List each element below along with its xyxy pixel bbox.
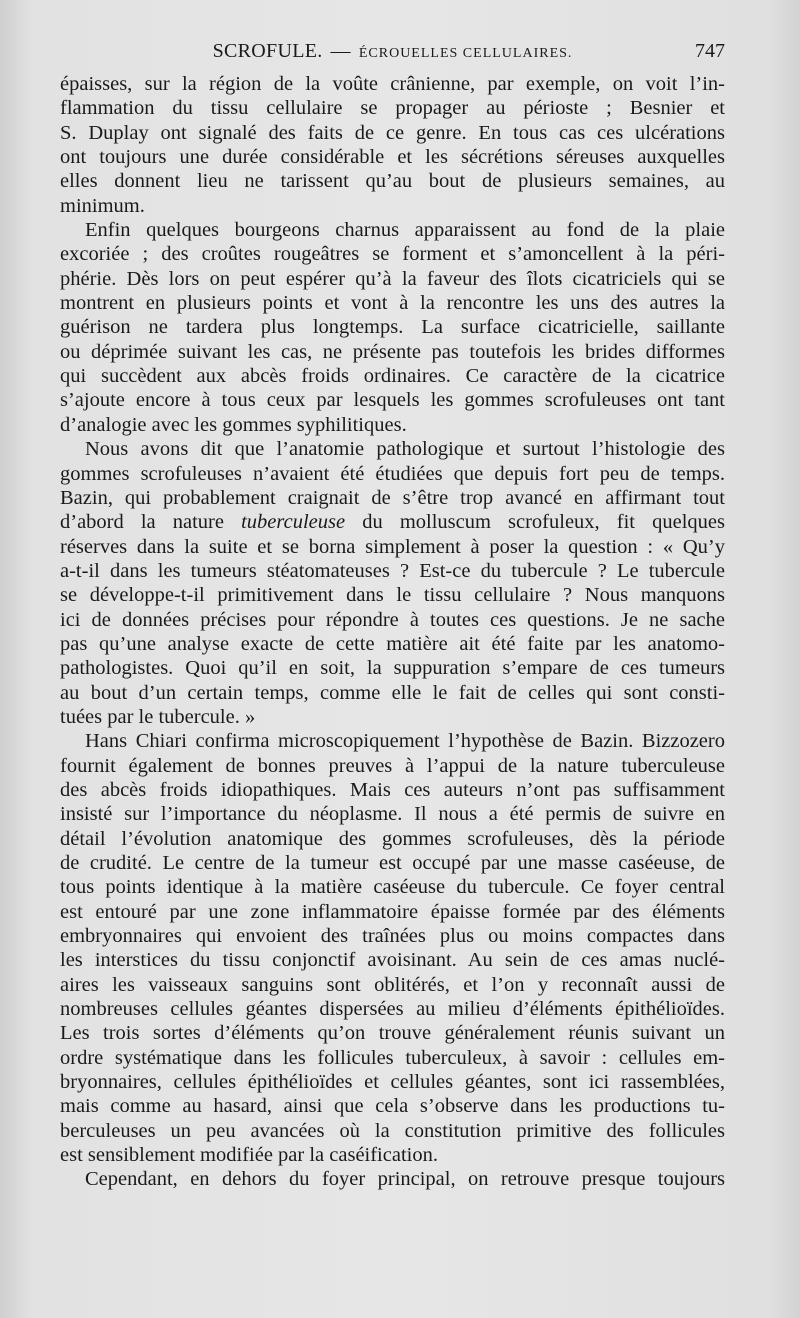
- text-line-content: s’ajoute encore à tous ceux par lesquels les gommes scrofuleuses ont tant: [60, 389, 725, 412]
- text-line-content: excoriée ; des croûtes rougeâtres se forment et s’amoncellent à la péri-: [60, 243, 725, 266]
- text-line-content: aires les vaisseaux sanguins sont oblitérés, et l’on y reconnaît aussi de: [60, 973, 725, 996]
- text-line: [60, 1167, 725, 1191]
- text-line-content: épaisses, sur la région de la voûte crânienne, par exemple, on voit l’in-: [60, 73, 725, 95]
- text-line-content: insisté sur l’importance du néoplasme. Il nous a été permis de suivre en: [60, 803, 725, 826]
- text-line: [60, 1070, 725, 1094]
- text-line-content: Bazin, qui probablement craignait de s’être trop avancé en affirmant tout: [60, 486, 725, 509]
- text-line: [60, 729, 725, 753]
- text-line-content: réserves dans la suite et se borna simplement à poser la question : « Qu’y: [60, 535, 725, 558]
- text-line-content: montrent en plusieurs points et vont à la rencontre les uns des autres la: [60, 292, 725, 315]
- text-line-content: qui succèdent aux abcès froids ordinaires. Ce caractère de la cicatrice: [60, 365, 725, 388]
- text-line-content: pathologistes. Quoi qu’il en soit, la suppuration s’empare de ces tumeurs: [60, 657, 725, 680]
- text-line: [60, 510, 725, 534]
- text-line: [60, 851, 725, 875]
- text-line-content: phérie. Dès lors on peut espérer qu’à la faveur des îlots cicatriciels qui se: [60, 267, 725, 290]
- header-title-main: SCROFULE.: [212, 40, 323, 62]
- page-number: 747: [695, 40, 725, 62]
- text-line: [60, 1021, 725, 1045]
- text-line: [60, 315, 725, 339]
- text-line-content: ordre systématique dans les follicules tuberculeux, à savoir : cellules em-: [60, 1046, 725, 1069]
- text-line: [60, 194, 725, 218]
- text-line: [60, 218, 725, 242]
- header-title-sub: ÉCROUELLES CELLULAIRES.: [358, 46, 573, 61]
- text-line: [60, 388, 725, 412]
- text-line: [60, 291, 725, 315]
- text-line: [60, 1143, 725, 1167]
- text-line-content: guérison ne tardera plus longtemps. La surface cicatricielle, saillante: [60, 316, 725, 339]
- text-line: [60, 413, 725, 437]
- text-line: [60, 997, 725, 1021]
- text-line: [60, 924, 725, 948]
- text-line-content: se développe-t-il primitivement dans le tissu cellulaire ? Nous manquons: [60, 584, 725, 607]
- text-line-content: minimum.: [60, 194, 145, 217]
- text-line-content: mais comme au hasard, ainsi que cela s’observe dans les productions tu-: [60, 1095, 725, 1118]
- text-line-content: Les trois sortes d’éléments qu’on trouve généralement réunis suivant un: [60, 1022, 725, 1045]
- text-line: [60, 656, 725, 680]
- text-line-content: tuées par le tubercule. »: [60, 705, 256, 728]
- text-line: [60, 462, 725, 486]
- text-line: [60, 875, 725, 899]
- text-line: [60, 827, 725, 851]
- text-line: [60, 778, 725, 802]
- text-line: [60, 364, 725, 388]
- text-line-content: gommes scrofuleuses n’avaient été étudiées que depuis fort peu de temps.: [60, 462, 725, 485]
- text-line-content: embryonnaires qui envoient des traînées plus ou moins compactes dans: [60, 925, 725, 948]
- text-line: [60, 681, 725, 705]
- text-line-content: de crudité. Le centre de la tumeur est occupé par une masse caséeuse, de: [60, 852, 725, 874]
- text-line-content: nombreuses cellules géantes dispersées au milieu d’éléments épithélioïdes.: [60, 998, 725, 1021]
- text-line-content: est sensiblement modifiée par la caséification.: [60, 1144, 438, 1167]
- text-line: [60, 754, 725, 778]
- text-line-content: S. Duplay ont signalé des faits de ce genre. En tous cas ces ulcérations: [60, 121, 725, 144]
- text-line-content: a-t-il dans les tumeurs stéatomateuses ? Est-ce du tubercule ? Le tubercule: [60, 559, 725, 582]
- text-line: [60, 267, 725, 291]
- text-line-content: ou déprimée suivant les cas, ne présente pas toutefois les brides difformes: [60, 340, 725, 363]
- text-line-content: des abcès froids idiopathiques. Mais ces auteurs n’ont pas suffisamment: [60, 778, 725, 801]
- text-line: [60, 1119, 725, 1143]
- text-line: [60, 72, 725, 96]
- text-line-content: détail l’évolution anatomique des gommes scrofuleuses, dès la période: [60, 827, 725, 850]
- text-line: [60, 559, 725, 583]
- text-line: [60, 948, 725, 972]
- text-line: [60, 169, 725, 193]
- text-line-continuation: du molluscum scrofuleux, fit quelques: [345, 511, 725, 534]
- text-line-content: ici de données précises pour répondre à toutes ces questions. Je ne sache: [60, 608, 725, 631]
- text-line-content: ont toujours une durée considérable et les sécrétions séreuses auxquelles: [60, 146, 725, 169]
- text-line: [60, 900, 725, 924]
- text-line: [60, 486, 725, 510]
- text-line-content: d’analogie avec les gommes syphilitiques.: [60, 413, 407, 436]
- text-line: [60, 145, 725, 169]
- text-line-content: elles donnent lieu ne tarissent qu’au bout de plusieurs semaines, au: [60, 170, 725, 193]
- text-line-content: au bout d’un certain temps, comme elle le fait de celles qui sont consti-: [60, 681, 725, 704]
- text-line: [60, 437, 725, 461]
- text-line-content: flammation du tissu cellulaire se propager au périoste ; Besnier et: [60, 97, 725, 120]
- text-line-content: d’abord la nature: [60, 511, 224, 534]
- text-line-content: Nous avons dit que l’anatomie pathologique et surtout l’histologie des: [85, 438, 725, 461]
- text-line: [60, 632, 725, 656]
- italic-term: tuberculeuse: [241, 511, 346, 534]
- text-line: [60, 535, 725, 559]
- header-dash: —: [330, 40, 351, 62]
- text-line: [60, 705, 725, 729]
- text-line: [60, 1046, 725, 1070]
- text-line: [60, 1094, 725, 1118]
- text-line: [60, 973, 725, 997]
- running-title: [60, 40, 725, 63]
- running-header: [60, 40, 725, 70]
- text-line: [60, 121, 725, 145]
- text-line-content: berculeuses un peu avancées où la constitution primitive des follicules: [60, 1119, 725, 1142]
- text-line-content: fournit également de bonnes preuves à l’appui de la nature tuberculeuse: [60, 754, 725, 777]
- text-line: [60, 802, 725, 826]
- body-text: [60, 72, 725, 1192]
- text-line: [60, 608, 725, 632]
- text-line: [60, 340, 725, 364]
- text-line-content: Hans Chiari confirma microscopiquement l’hypothèse de Bazin. Bizzozero: [85, 730, 725, 753]
- text-line-content: Enfin quelques bourgeons charnus apparaissent au fond de la plaie: [85, 219, 725, 242]
- text-line-content: bryonnaires, cellules épithélioïdes et cellules géantes, sont ici rassemblées,: [60, 1071, 725, 1094]
- text-line-content: Cependant, en dehors du foyer principal, on retrouve presque toujours: [85, 1168, 725, 1191]
- text-line-content: tous points identique à la matière caséeuse du tubercule. Ce foyer central: [60, 876, 725, 899]
- text-line-content: les interstices du tissu conjonctif avoisinant. Au sein de ces amas nuclé-: [60, 949, 725, 972]
- text-line: [60, 583, 725, 607]
- text-line: [60, 96, 725, 120]
- text-line: [60, 242, 725, 266]
- text-line-content: est entouré par une zone inflammatoire épaisse formée par des éléments: [60, 900, 725, 923]
- text-line-content: pas qu’une analyse exacte de cette matière ait été faite par les anatomo-: [60, 632, 725, 655]
